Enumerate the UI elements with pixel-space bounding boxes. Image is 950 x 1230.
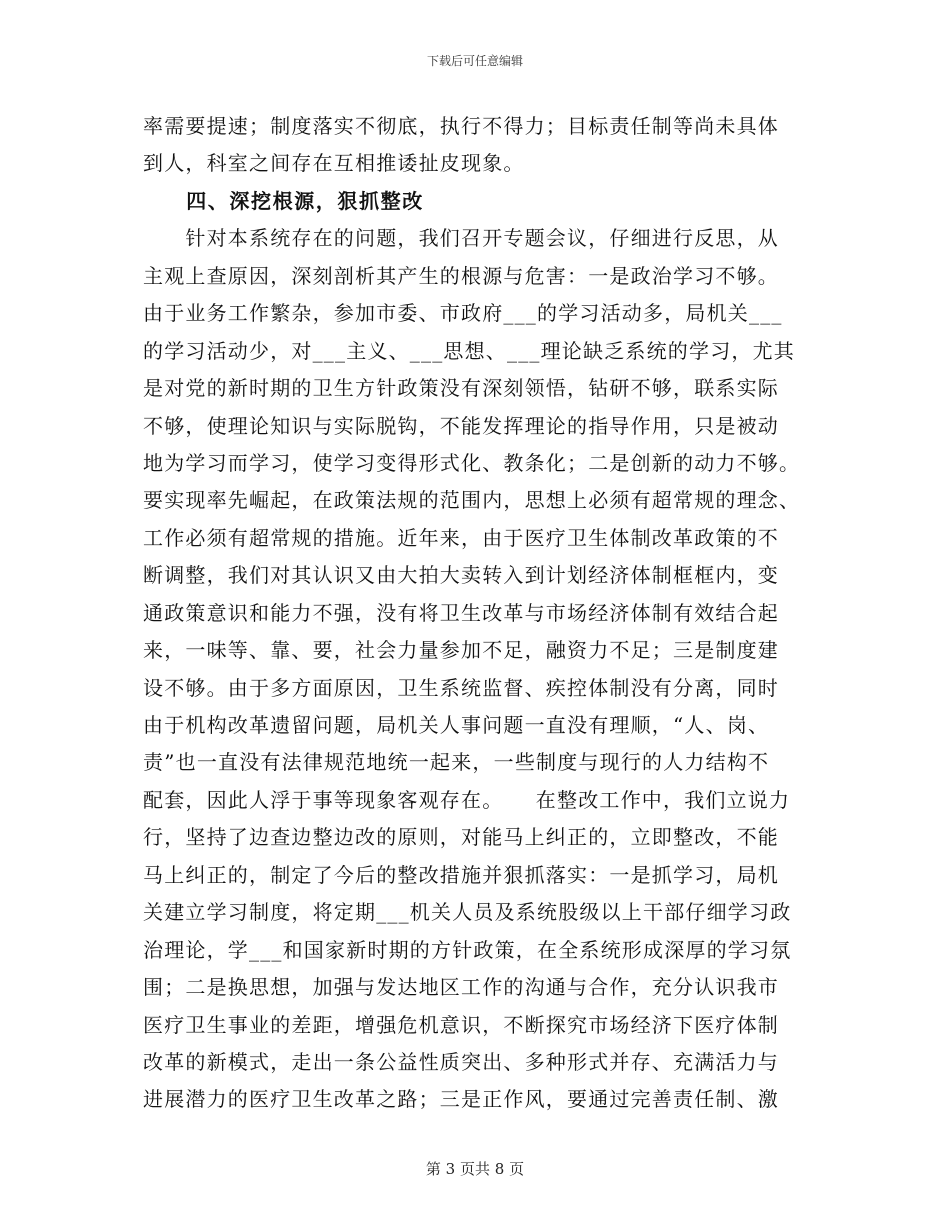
text-line: 由于机构改革遗留问题，局机关人事问题一直没有理顺，“人、岗、 [143,713,770,737]
text-line: 针对本系统存在的问题，我们召开专题会议，仔细进行反思，从 [143,226,779,251]
text-line: 关建立学习制度，将定期___机关人员及系统股级以上干部仔细学习政 [143,900,792,925]
text-line: 的学习活动少，对___主义、___思想、___理论缺乏系统的学习，尤其 [143,338,795,363]
text-line: 主观上查原因，深刻剖析其产生的根源与危害：一是政治学习不够。 [143,263,779,288]
text-line: 治理论，学___和国家新时期的方针政策，在全系统形成深厚的学习氛 [143,937,792,962]
text-line: 马上纠正的，制定了今后的整改措施并狠抓落实：一是抓学习，局机 [143,862,779,887]
text-line: 不够，使理论知识与实际脱钩，不能发挥理论的指导作用，只是被动 [143,413,779,438]
text-line: 到人，科室之间存在互相推诿扯皮现象。 [143,151,525,176]
text-line: 医疗卫生事业的差距，增强危机意识，不断探究市场经济下医疗体制 [143,1012,779,1037]
text-line: 由于业务工作繁杂，参加市委、市政府___的学习活动多，局机关___ [143,301,783,326]
page-footer: 第 3 页共 8 页 [425,1160,525,1178]
text-line: 行，坚持了边查边整边改的原则，对能马上纠正的，立即整改，不能 [143,825,779,850]
text-line: 是对党的新时期的卫生方针政策没有深刻领悟，钻研不够，联系实际 [143,376,779,401]
text-line: 围；二是换思想，加强与发达地区工作的沟通与合作，充分认识我市 [143,975,779,1000]
text-line: 地为学习而学习，使学习变得形式化、教条化；二是创新的动力不够。 [143,450,801,475]
text-line: 责”也一直没有法律规范地统一起来，一些制度与现行的人力结构不 [143,750,770,775]
text-line: 工作必须有超常规的措施。近年来，由于医疗卫生体制改革政策的不 [143,525,779,550]
text-line: 来，一味等、靠、要，社会力量参加不足，融资力不足；三是制度建 [143,638,779,663]
text-line: 断调整，我们对其认识又由大拍大卖转入到计划经济体制框框内，变 [143,563,779,588]
text-line: 改革的新模式，走出一条公益性质突出、多种形式并存、充满活力与 [143,1049,779,1074]
text-line: 率需要提速；制度落实不彻底，执行不得力；目标责任制等尚未具体 [143,114,779,138]
text-line: 进展潜力的医疗卫生改革之路；三是正作风，要通过完善责任制、激 [143,1087,779,1112]
text-line: 配套，因此人浮于事等现象客观存在。 在整改工作中，我们立说力 [143,787,791,812]
section-heading: 四、深挖根源，狠抓整改 [143,188,424,213]
page-header: 下载后可任意编辑 [426,54,523,68]
document-body [143,108,803,1119]
text-line: 要实现率先崛起，在政策法规的范围内，思想上必须有超常规的理念、 [143,488,801,513]
text-line: 设不够。由于多方面原因，卫生系统监督、疾控体制没有分离，同时 [143,675,779,700]
text-line: 通政策意识和能力不强，没有将卫生改革与市场经济体制有效结合起 [143,600,779,625]
